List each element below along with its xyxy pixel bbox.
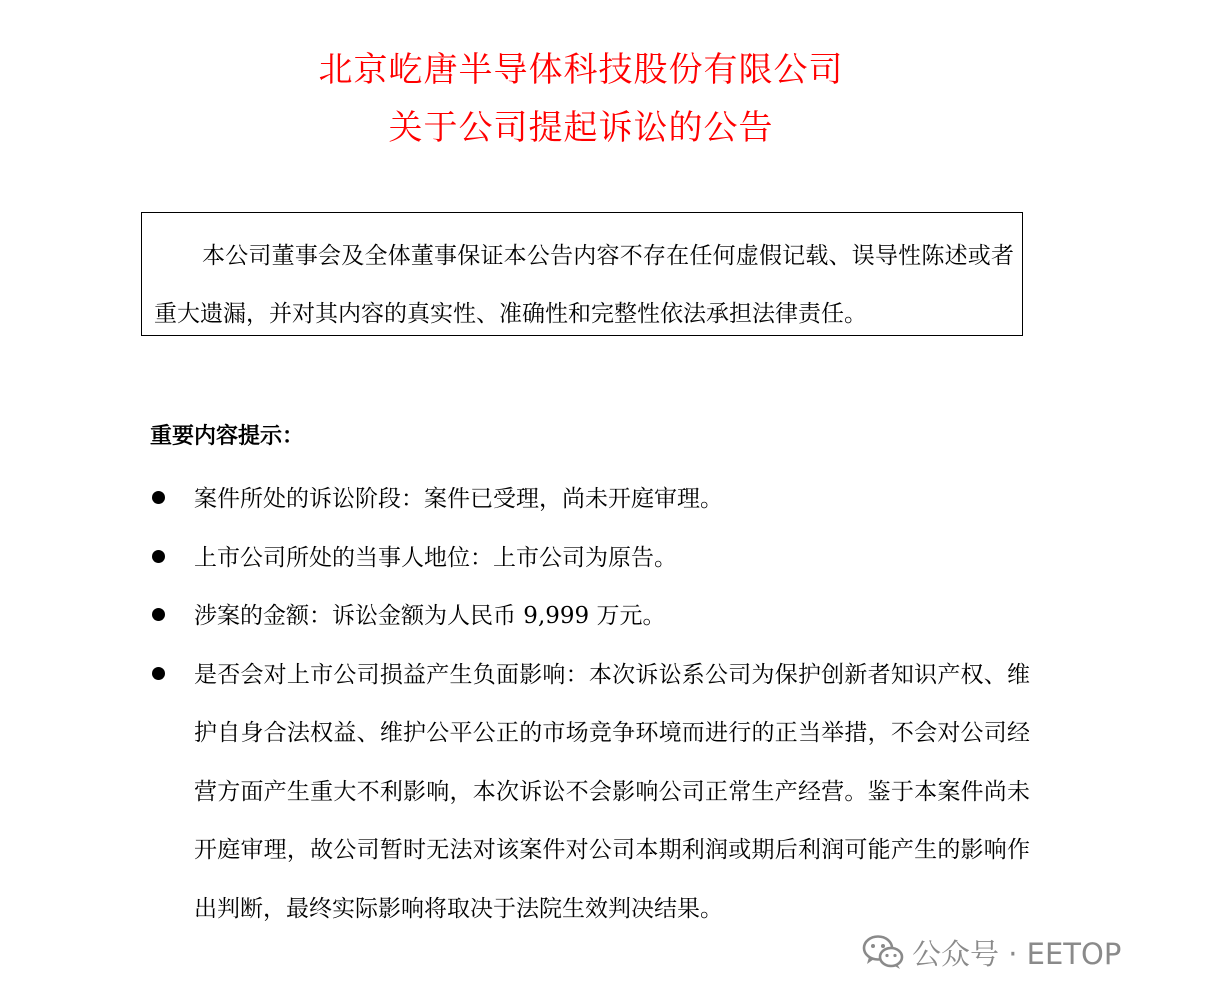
watermark	[862, 930, 1121, 974]
document-title-line1: 北京屹唐半导体科技股份有限公司	[318, 50, 844, 90]
wechat-icon	[862, 934, 904, 970]
highlight-text: 案件所处的诉讼阶段：案件已受理，尚未开庭审理。	[194, 486, 723, 512]
list-item	[150, 470, 1030, 529]
disclaimer-box	[141, 212, 1023, 336]
bullet-icon	[152, 608, 165, 621]
disclaimer-text: 本公司董事会及全体董事保证本公告内容不存在任何虚假记载、误导性陈述或者重大遗漏，并对其内容的真实性、准确性和完整性依法承担法律责任。	[154, 243, 1014, 327]
highlight-text: 涉案的金额：诉讼金额为人民币 9,999 万元。	[194, 603, 666, 629]
document-title-line2: 关于公司提起诉讼的公告	[388, 108, 774, 148]
bullet-icon	[152, 550, 165, 563]
highlights-list	[150, 470, 1030, 938]
highlight-text: 上市公司所处的当事人地位：上市公司为原告。	[194, 544, 677, 571]
highlight-text: 是否会对上市公司损益产生负面影响：本次诉讼系公司为保护创新者知识产权、维护自身合法权益、维护公平公正的市场竞争环境而进行的正当举措，不会对公司经营方面产生重大不利影响，本次诉讼不会影响公司正常生产经营。鉴于本案件尚未开庭审理，故公司暂时无法对该案件对公司本期利润或期后利润可能产生的影响作出判断，最终实际影响将取决于法院生效判决结果。	[194, 661, 1030, 922]
highlights-heading: 重要内容提示：	[150, 424, 305, 449]
list-item	[150, 529, 1030, 588]
bullet-icon	[152, 667, 165, 680]
list-item	[150, 587, 1030, 646]
list-item	[150, 646, 1030, 939]
watermark-text: 公众号 · EETOP	[912, 936, 1122, 971]
bullet-icon	[152, 491, 165, 504]
